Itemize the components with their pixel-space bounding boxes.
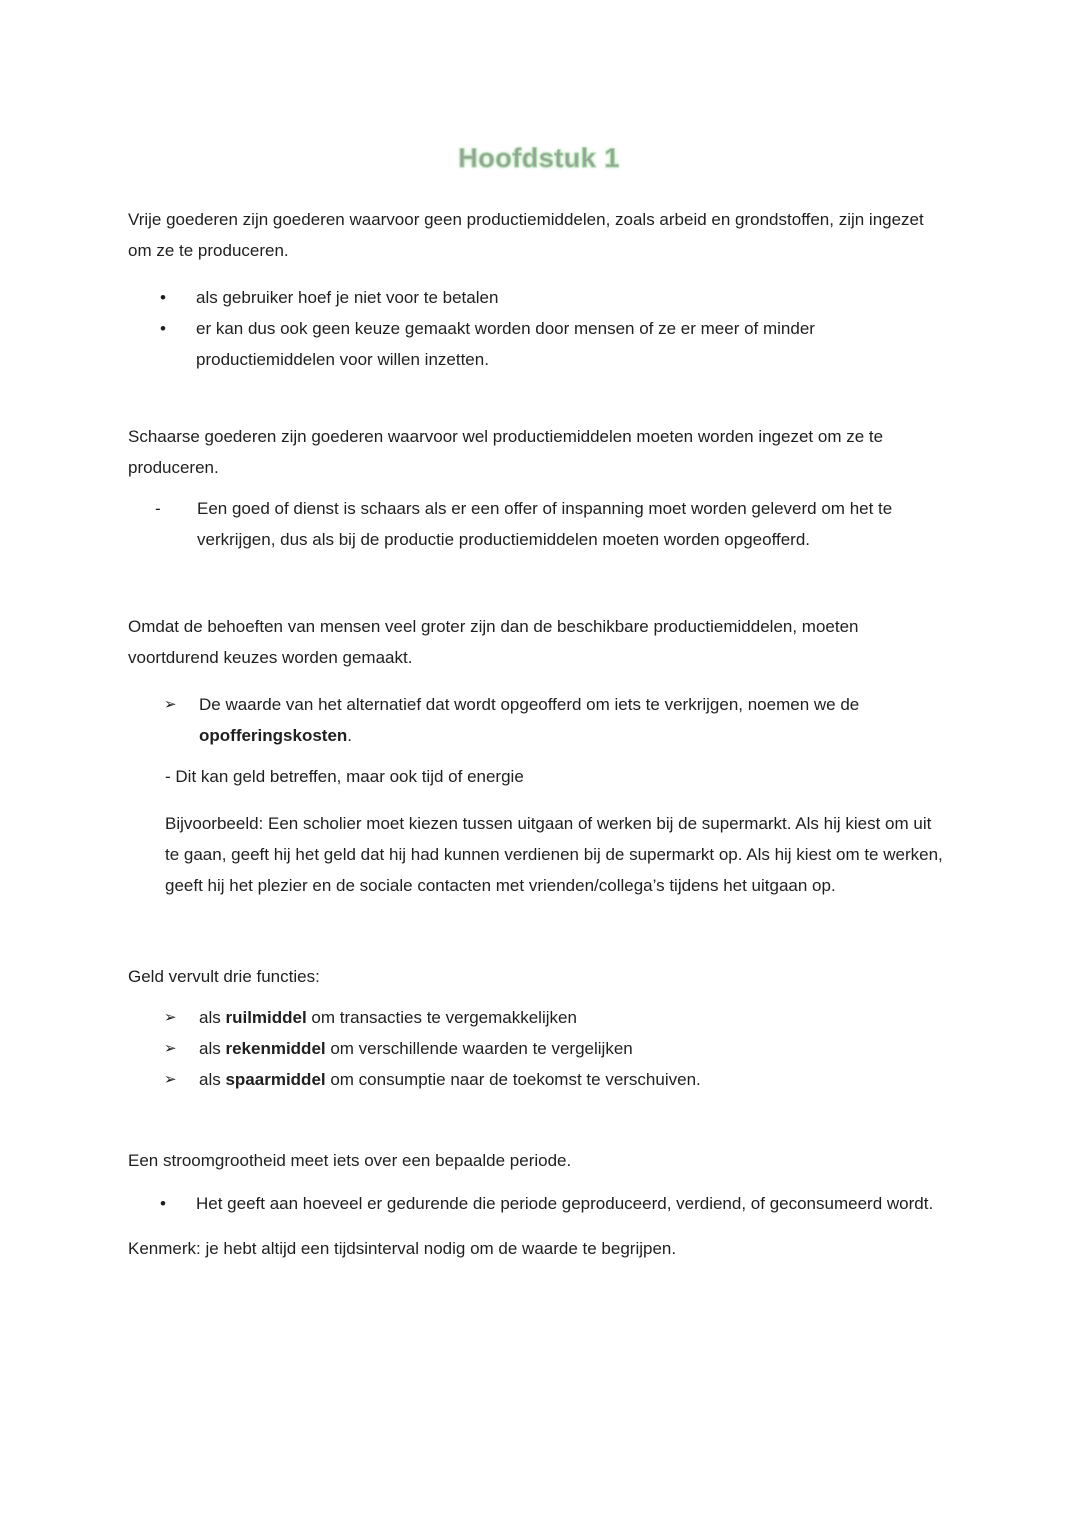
list-item (128, 1002, 950, 1033)
arrow-marker: ➢ (164, 1040, 177, 1057)
bullet-marker: • (160, 1194, 166, 1213)
paragraph-vrije-goederen: Vrije goederen zijn goederen waarvoor geen productiemiddelen, zoals arbeid en grondstoffen, zijn ingezet om ze te produceren. (128, 210, 924, 260)
bold-term-spaarmiddel: spaarmiddel (225, 1070, 326, 1089)
list-item-text: als gebruiker hoef je niet voor te betalen (196, 288, 499, 307)
arrow-marker: ➢ (164, 1009, 177, 1026)
list-item (128, 1188, 950, 1219)
page-title: Hoofdstuk 1 (458, 143, 620, 173)
arrow-marker: ➢ (164, 696, 177, 713)
list-item-text: er kan dus ook geen keuze gemaakt worden door mensen of ze er meer of minder productiemiddelen voor willen inzetten. (196, 319, 815, 369)
list-item (128, 689, 950, 751)
bullet-list-stroomgrootheid (128, 1188, 950, 1219)
note-geld-tijd-energie: - Dit kan geld betreffen, maar ook tijd of energie (165, 767, 524, 786)
text-segment: . (347, 726, 353, 745)
paragraph-stroomgrootheid: Een stroomgrootheid meet iets over een bepaalde periode. (128, 1151, 572, 1170)
paragraph-geld-functies: Geld vervult drie functies: (128, 967, 320, 986)
list-item-text (199, 1033, 950, 1064)
arrow-list-opofferingskosten (128, 689, 950, 751)
list-item-text (199, 1002, 950, 1033)
text-segment: om transacties te vergemakkelijken (306, 1008, 577, 1027)
text-segment: om consumptie naar de toekomst te verschuiven. (325, 1070, 701, 1089)
list-item-text: Een goed of dienst is schaars als er een offer of inspanning moet worden geleverd om het te verkrijgen, dus als bij de productie productiemiddelen moeten worden opgeofferd. (197, 499, 893, 549)
text-segment: als (199, 1008, 226, 1027)
dash-marker: - (155, 499, 161, 518)
bullet-marker: • (160, 288, 166, 307)
text-segment: als (199, 1070, 226, 1089)
bullet-list-vrije-goederen (128, 282, 950, 375)
text-segment: als (199, 1039, 226, 1058)
dash-list-schaarse-goederen (128, 493, 950, 555)
bullet-marker: • (160, 319, 166, 338)
text-segment: om verschillende waarden te vergelijken (325, 1039, 633, 1058)
bold-term-rekenmiddel: rekenmiddel (225, 1039, 326, 1058)
list-item (128, 313, 950, 375)
arrow-list-geld-functies (128, 1002, 950, 1095)
list-item (128, 1033, 950, 1064)
bold-term-ruilmiddel: ruilmiddel (225, 1008, 307, 1027)
paragraph-voorbeeld-scholier: Bijvoorbeeld: Een scholier moet kiezen tussen uitgaan of werken bij de supermarkt. Als hij kiest om uit te gaan, geeft hij het geld dat hij had kunnen verdienen bij de supermarkt op. Als hij kiest om te werken, geeft hij het plezier en de sociale contacten met vrienden/collega’s tijdens het uitgaan op. (165, 814, 943, 895)
paragraph-keuzes: Omdat de behoeften van mensen veel groter zijn dan de beschikbare productiemiddelen, moeten voortdurend keuzes worden gemaakt. (128, 617, 859, 667)
list-item (128, 1064, 950, 1095)
list-item-text: Het geeft aan hoeveel er gedurende die periode geproduceerd, verdiend, of geconsumeerd wordt. (196, 1194, 934, 1213)
paragraph-kenmerk: Kenmerk: je hebt altijd een tijdsinterval nodig om de waarde te begrijpen. (128, 1239, 677, 1258)
list-item-text (199, 1064, 950, 1095)
paragraph-schaarse-goederen: Schaarse goederen zijn goederen waarvoor wel productiemiddelen moeten worden ingezet om ze te produceren. (128, 427, 884, 477)
bold-term-opofferingskosten: opofferingskosten (199, 726, 348, 745)
list-item-text (199, 689, 950, 751)
text-segment: De waarde van het alternatief dat wordt opgeofferd om iets te verkrijgen, noemen we de (199, 695, 860, 714)
arrow-marker: ➢ (164, 1071, 177, 1088)
list-item (128, 282, 950, 313)
list-item (128, 493, 950, 555)
